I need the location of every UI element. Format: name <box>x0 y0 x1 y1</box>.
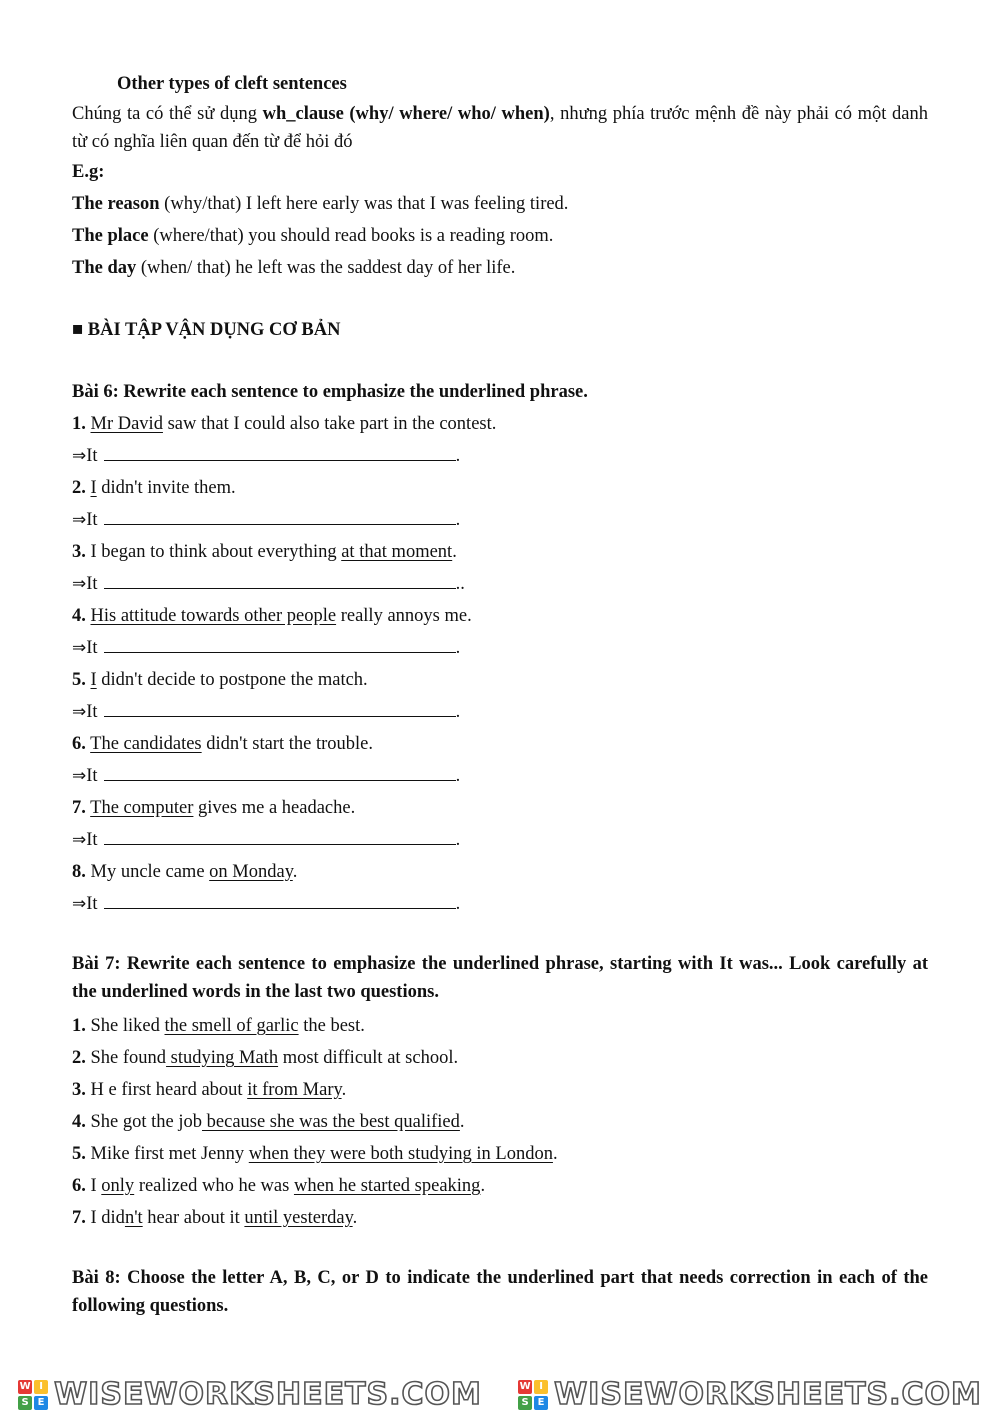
intro-desc-part1: Chúng ta có thể sử dụng <box>72 104 263 124</box>
intro-title: Other types of cleft sentences <box>117 74 347 94</box>
arrow-icon: ⇒ <box>72 574 87 594</box>
logo-grid-icon <box>18 1380 48 1410</box>
question-text: the best. <box>298 1016 365 1036</box>
question-text: . <box>480 1176 486 1196</box>
answer-end: . <box>455 702 461 722</box>
answer-prefix: It <box>86 446 98 466</box>
intro-desc-part2: , nhưng phía trước mệnh đề này phải có một danh từ có nghĩa liên quan đến từ để hỏi đó <box>72 104 929 152</box>
example-text: (why/that) I left here early was that I was feeling tired. <box>159 194 569 214</box>
question-number: 8. <box>72 862 86 882</box>
underlined-phrase: until yesterday <box>244 1208 353 1228</box>
question-text: H e first heard about <box>90 1080 248 1100</box>
answer-blank[interactable] <box>104 568 456 589</box>
underlined-phrase: I <box>90 478 97 498</box>
logo-letter: W <box>519 1381 531 1392</box>
answer-blank[interactable] <box>104 632 456 653</box>
underlined-phrase: n't <box>124 1208 143 1228</box>
example-line <box>72 252 928 284</box>
exercise-6-question <box>72 408 928 440</box>
underlined-phrase: I <box>90 670 97 690</box>
answer-blank[interactable] <box>104 824 456 845</box>
answer-prefix: It <box>86 574 98 594</box>
logo-letter: I <box>34 1380 48 1394</box>
underlined-phrase: when they were both studying in London <box>248 1144 553 1164</box>
answer-prefix: It <box>86 638 98 658</box>
underlined-phrase: Mr David <box>90 414 163 434</box>
answer-end: . <box>455 766 461 786</box>
answer-end: . <box>455 894 461 914</box>
exercise-7-question <box>72 1042 928 1074</box>
answer-end: .. <box>455 574 465 594</box>
question-number: 1. <box>72 1016 86 1036</box>
answer-blank[interactable] <box>104 760 456 781</box>
question-number: 2. <box>72 478 86 498</box>
underlined-phrase: when he started speaking <box>293 1176 481 1196</box>
question-text: . <box>452 542 457 562</box>
answer-line <box>72 632 928 664</box>
brand-text: WISEWORKSHEETS.COM <box>54 1377 482 1412</box>
question-text: saw that I could also take part in the contest. <box>162 414 497 434</box>
exercise-7-question <box>72 1138 928 1170</box>
question-text: She got the job <box>90 1112 203 1132</box>
answer-blank[interactable] <box>104 440 456 461</box>
answer-end: . <box>455 830 461 850</box>
question-text: . <box>292 862 298 882</box>
question-text: gives me a headache. <box>193 798 356 818</box>
answer-line <box>72 888 928 920</box>
question-number: 5. <box>72 670 86 690</box>
question-number: 4. <box>72 606 86 626</box>
question-text: . <box>341 1080 347 1100</box>
answer-blank[interactable] <box>104 696 456 717</box>
answer-line <box>72 440 928 472</box>
arrow-icon: ⇒ <box>72 830 87 850</box>
question-text: I <box>90 1176 102 1196</box>
question-text: realized who he was <box>134 1176 294 1196</box>
answer-blank[interactable] <box>104 888 456 909</box>
logo-letter: W <box>19 1381 31 1392</box>
question-number: 4. <box>72 1112 86 1132</box>
section-heading: ■ BÀI TẬP VẬN DỤNG CƠ BẢN <box>72 320 341 340</box>
answer-end: . <box>455 510 461 530</box>
underlined-phrase: on Monday <box>209 862 293 882</box>
underlined-phrase: at that moment <box>341 542 453 562</box>
exercise-7-list <box>72 1010 928 1234</box>
answer-line <box>72 504 928 536</box>
logo-letter: E <box>34 1396 48 1410</box>
exercise-7-question <box>72 1074 928 1106</box>
intro-desc-bold: wh_clause (why/ where/ who/ when) <box>262 104 550 124</box>
footer-watermark <box>0 1376 1000 1413</box>
answer-prefix: It <box>86 830 98 850</box>
underlined-phrase: His attitude towards other people <box>90 606 337 626</box>
exercise-7-title: Bài 7: Rewrite each sentence to emphasize the underlined phrase, starting with It was... Look carefully at the underlined words in the last two questions. <box>72 954 928 1002</box>
question-number: 6. <box>72 1176 86 1196</box>
example-line <box>72 188 928 220</box>
logo-letter: I <box>534 1380 548 1394</box>
answer-prefix: It <box>86 702 98 722</box>
arrow-icon: ⇒ <box>72 446 87 466</box>
question-text: didn't decide to postpone the match. <box>96 670 368 690</box>
underlined-phrase: The candidates <box>90 734 202 754</box>
example-line <box>72 220 928 252</box>
answer-prefix: It <box>86 894 98 914</box>
example-keyword: The reason <box>72 194 160 214</box>
arrow-icon: ⇒ <box>72 638 87 658</box>
underlined-phrase: only <box>101 1176 135 1196</box>
intro-description <box>72 100 928 156</box>
underlined-phrase: the smell of garlic <box>164 1016 299 1036</box>
underlined-phrase: The computer <box>90 798 194 818</box>
example-keyword: The place <box>72 226 149 246</box>
question-text: hear about it <box>142 1208 245 1228</box>
question-text: most difficult at school. <box>278 1048 459 1068</box>
question-text: really annoys me. <box>336 606 472 626</box>
example-keyword: The day <box>72 258 137 278</box>
answer-end: . <box>455 638 461 658</box>
question-number: 2. <box>72 1048 86 1068</box>
example-text: (when/ that) he left was the saddest day of her life. <box>136 258 516 278</box>
question-text: My uncle came <box>90 862 210 882</box>
exercise-6-list <box>72 408 928 920</box>
question-text: I began to think about everything <box>90 542 342 562</box>
question-text: She found <box>90 1048 167 1068</box>
brand-logo <box>18 1377 482 1412</box>
answer-blank[interactable] <box>104 504 456 525</box>
logo-letter: E <box>534 1396 548 1410</box>
answer-end: . <box>455 446 461 466</box>
question-number: 5. <box>72 1144 86 1164</box>
exercise-6-question <box>72 856 928 888</box>
question-number: 7. <box>72 1208 86 1228</box>
question-text: I did <box>90 1208 125 1228</box>
answer-prefix: It <box>86 766 98 786</box>
exercise-6-title: Bài 6: Rewrite each sentence to emphasize the underlined phrase. <box>72 382 588 402</box>
exercise-6-question <box>72 792 928 824</box>
arrow-icon: ⇒ <box>72 894 87 914</box>
question-number: 6. <box>72 734 86 754</box>
underlined-phrase: studying Math <box>166 1048 279 1068</box>
logo-letter: S <box>18 1396 32 1410</box>
answer-line <box>72 824 928 856</box>
eg-label: E.g: <box>72 162 105 182</box>
worksheet-page <box>72 68 928 1320</box>
question-text: didn't start the trouble. <box>201 734 373 754</box>
logo-grid-icon <box>518 1380 548 1410</box>
question-text: didn't invite them. <box>96 478 236 498</box>
answer-prefix: It <box>86 510 98 530</box>
question-text: She liked <box>90 1016 165 1036</box>
question-text: . <box>459 1112 465 1132</box>
exercise-6-question <box>72 728 928 760</box>
underlined-phrase: because she was the best qualified <box>202 1112 460 1132</box>
answer-line <box>72 760 928 792</box>
arrow-icon: ⇒ <box>72 510 87 530</box>
question-number: 7. <box>72 798 86 818</box>
exercise-6-question <box>72 536 928 568</box>
exercise-7-question <box>72 1202 928 1234</box>
exercise-7-question <box>72 1170 928 1202</box>
logo-letter: S <box>518 1396 532 1410</box>
exercise-6-question <box>72 664 928 696</box>
arrow-icon: ⇒ <box>72 766 87 786</box>
brand-logo <box>518 1377 982 1412</box>
question-number: 1. <box>72 414 86 434</box>
answer-line <box>72 696 928 728</box>
underlined-phrase: it from Mary <box>247 1080 342 1100</box>
answer-line <box>72 568 928 600</box>
exercise-7-question <box>72 1010 928 1042</box>
exercise-7-question <box>72 1106 928 1138</box>
exercise-6-question <box>72 600 928 632</box>
exercise-8-title: Bài 8: Choose the letter A, B, C, or D to indicate the underlined part that needs correction in each of the following questions. <box>72 1268 928 1316</box>
exercise-6-question <box>72 472 928 504</box>
question-text: . <box>552 1144 558 1164</box>
brand-text: WISEWORKSHEETS.COM <box>554 1377 982 1412</box>
question-text: . <box>352 1208 358 1228</box>
question-text: Mike first met Jenny <box>90 1144 249 1164</box>
question-number: 3. <box>72 1080 86 1100</box>
example-text: (where/that) you should read books is a reading room. <box>148 226 554 246</box>
question-number: 3. <box>72 542 86 562</box>
arrow-icon: ⇒ <box>72 702 87 722</box>
